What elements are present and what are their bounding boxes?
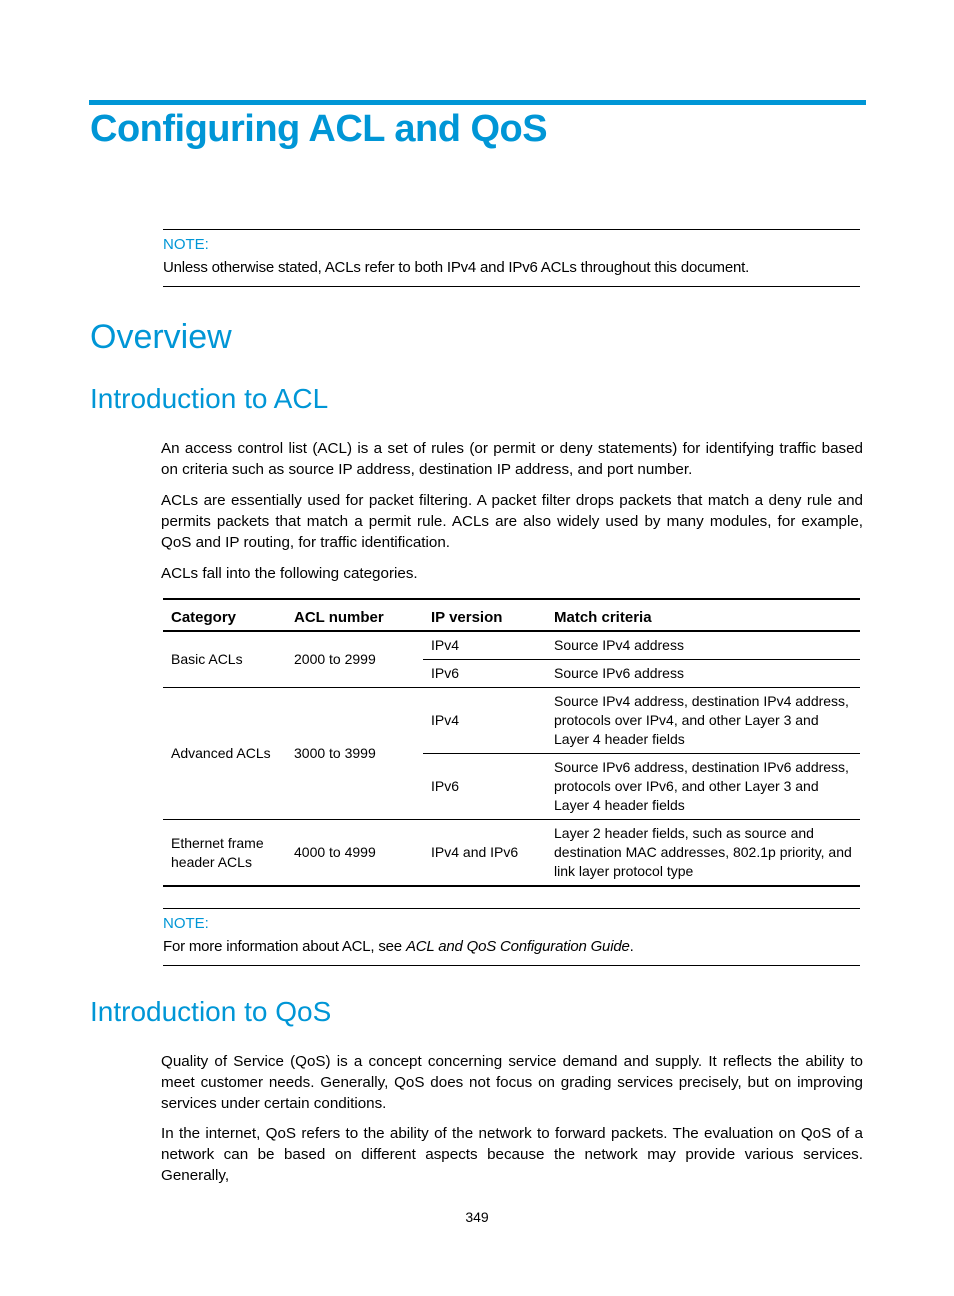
guide-reference: ACL and QoS Configuration Guide <box>405 938 630 955</box>
cell-match-criteria: Layer 2 header fields, such as source and destination MAC addresses, 802.1p priority, and link layer protocol type <box>546 820 860 887</box>
cell-ip-version: IPv4 <box>423 631 546 660</box>
cell-match-criteria: Source IPv6 address, destination IPv6 address, protocols over IPv6, and other Layer 3 and Layer 4 header fields <box>546 754 860 820</box>
note-text-prefix: For more information about ACL, see <box>163 938 406 955</box>
section-heading-acl: Introduction to ACL <box>90 383 329 414</box>
title-rule <box>89 100 866 105</box>
page-title: Configuring ACL and QoS <box>90 108 548 150</box>
cell-ip-version: IPv6 <box>423 660 546 688</box>
note-text: Unless otherwise stated, ACLs refer to both IPv4 and IPv6 ACLs throughout this document. <box>163 259 750 276</box>
cell-match-criteria: Source IPv4 address, destination IPv4 address, protocols over IPv4, and other Layer 3 and Layer 4 header fields <box>546 688 860 754</box>
note-text-suffix: . <box>629 938 634 955</box>
cell-category: Ethernet frame header ACLs <box>163 820 286 887</box>
header-acl-number: ACL number <box>286 599 423 631</box>
section-heading-qos: Introduction to QoS <box>90 996 332 1027</box>
note-box <box>163 229 860 287</box>
cell-acl-number: 2000 to 2999 <box>286 631 423 688</box>
cell-match-criteria: Source IPv6 address <box>546 660 860 688</box>
acl-categories-table <box>163 598 860 887</box>
cell-ip-version: IPv4 <box>423 688 546 754</box>
cell-ip-version: IPv4 and IPv6 <box>423 820 546 887</box>
header-ip-version: IP version <box>423 599 546 631</box>
table-row <box>163 631 860 660</box>
qos-paragraph-1: Quality of Service (QoS) is a concept concerning service demand and supply. It reflects the ability to meet customer needs. Generally, QoS does not focus on grading services precisely, but on improving services under certain conditions. <box>161 1053 863 1112</box>
section-heading-overview: Overview <box>90 318 232 356</box>
cell-ip-version: IPv6 <box>423 754 546 820</box>
cell-category: Basic ACLs <box>163 631 286 688</box>
acl-paragraph-2: ACLs are essentially used for packet filtering. A packet filter drops packets that match a deny rule and permits packets that match a permit rule. ACLs are also widely used by many modules, for example, QoS and IP routing, for traffic identification. <box>161 492 863 551</box>
note-label: NOTE: <box>163 236 209 253</box>
header-match-criteria: Match criteria <box>546 599 860 631</box>
note-box-2 <box>163 908 860 966</box>
header-category: Category <box>163 599 286 631</box>
page-number: 349 <box>465 1209 489 1225</box>
cell-match-criteria: Source IPv4 address <box>546 631 860 660</box>
acl-paragraph-1: An access control list (ACL) is a set of rules (or permit or deny statements) for identifying traffic based on criteria such as source IP address, destination IP address, and port number. <box>161 440 863 478</box>
cell-acl-number: 4000 to 4999 <box>286 820 423 887</box>
table-row <box>163 688 860 754</box>
cell-category: Advanced ACLs <box>163 688 286 820</box>
table-header-row <box>163 599 860 631</box>
qos-paragraph-2: In the internet, QoS refers to the ability of the network to forward packets. The evaluation on QoS of a network can be based on different aspects because the network may provide various services. Generally, <box>161 1125 863 1184</box>
note-label: NOTE: <box>163 915 209 932</box>
table-row <box>163 820 860 887</box>
acl-paragraph-3: ACLs fall into the following categories. <box>161 565 418 582</box>
cell-acl-number: 3000 to 3999 <box>286 688 423 820</box>
note-text <box>163 938 860 955</box>
